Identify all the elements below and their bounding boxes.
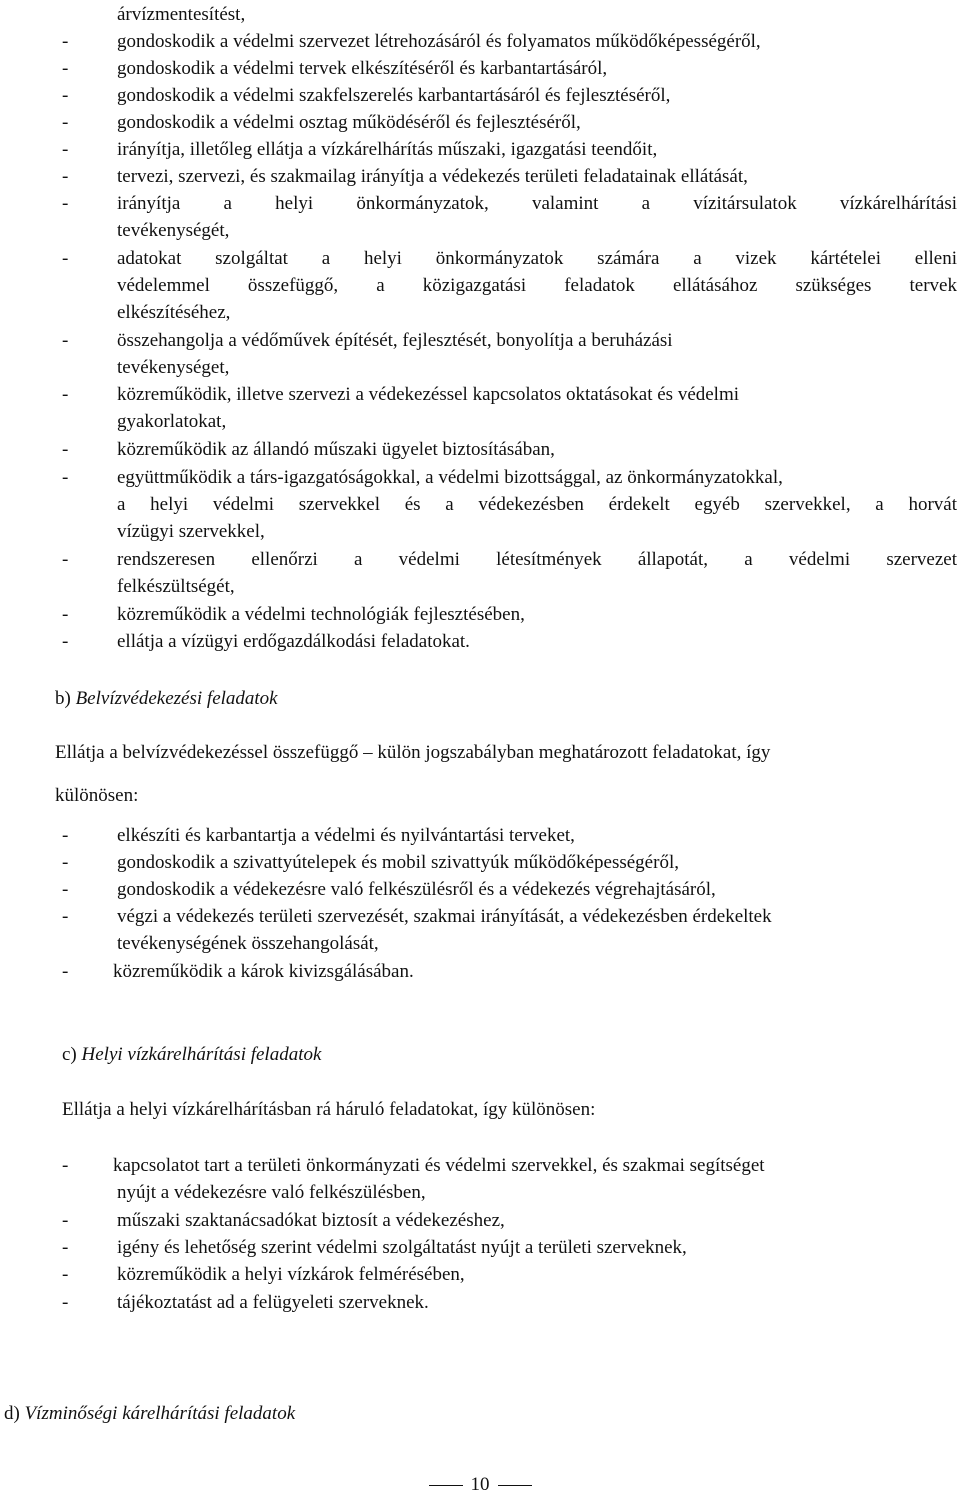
list-item: közreműködik a károk kivizsgálásában. [113,961,414,982]
section-intro: Ellátja a helyi vízkárelhárításban rá háruló feladatokat, így különösen: [62,1099,596,1120]
section-heading-c [62,1044,321,1066]
page-number-dash-right [498,1485,532,1486]
section-title: Vízminőségi kárelhárítási feladatok [24,1403,296,1424]
list-dash: - [62,85,69,106]
list-item-continuation: vízügyi szervekkel, [117,521,265,542]
section-heading-b [55,688,278,710]
list-item: közreműködik a védelmi technológiák fejlesztésében, [117,604,525,625]
list-dash: - [62,31,69,52]
list-item-continuation: tevékenységét, [117,220,230,241]
list-item: rendszeresen ellenőrzi a védelmi létesítmények állapotát, a védelmi szervezet [117,549,957,570]
list-item-continuation: a helyi védelmi szervekkel és a védekezésben érdekelt egyéb szervekkel, a horvát [117,494,957,515]
list-item: végzi a védekezés területi szervezését, szakmai irányítását, a védekezésben érdekeltek [117,906,772,927]
list-dash: - [62,1264,69,1285]
list-dash: - [62,384,69,405]
list-dash: - [62,1155,69,1176]
list-dash: - [62,467,69,488]
list-dash: - [62,852,69,873]
list-item: közreműködik a helyi vízkárok felmérésében, [117,1264,465,1285]
list-dash: - [62,549,69,570]
list-dash: - [62,58,69,79]
list-item: gondoskodik a védelmi osztag működéséről és fejlesztéséről, [117,112,581,133]
section-prefix: d) [4,1403,20,1424]
list-dash: - [62,879,69,900]
list-dash: - [62,961,69,982]
list-item-continuation: nyújt a védekezésre való felkészülésben, [117,1182,426,1203]
section-intro: Ellátja a belvízvédekezéssel összefüggő – külön jogszabályban meghatározott feladatokat, így [55,742,771,763]
list-dash: - [62,139,69,160]
list-dash: - [62,330,69,351]
list-dash: - [62,604,69,625]
list-item: adatokat szolgáltat a helyi önkormányzatok számára a vizek kártételei elleni [117,248,957,269]
list-item: ellátja a vízügyi erdőgazdálkodási feladatokat. [117,631,470,652]
page-number-footer [0,1474,960,1496]
list-item: együttműködik a társ-igazgatóságokkal, a védelmi bizottsággal, az önkormányzatokkal, [117,467,783,488]
section-prefix: b) [55,688,71,709]
list-item: tájékoztatást ad a felügyeleti szerveknek. [117,1292,429,1313]
list-dash: - [62,631,69,652]
list-continuation: árvízmentesítést, [117,4,246,25]
list-item: közreműködik az állandó műszaki ügyelet biztosításában, [117,439,555,460]
list-item: közreműködik, illetve szervezi a védekezéssel kapcsolatos oktatásokat és védelmi [117,384,740,405]
list-dash: - [62,1237,69,1258]
list-dash: - [62,1210,69,1231]
list-dash: - [62,166,69,187]
list-item: gondoskodik a szivattyútelepek és mobil szivattyúk működőképességéről, [117,852,679,873]
list-dash: - [62,248,69,269]
list-item-continuation: felkészültségét, [117,576,235,597]
list-item: gondoskodik a védelmi szervezet létrehozásáról és folyamatos működőképességéről, [117,31,761,52]
list-dash: - [62,906,69,927]
list-item: irányítja, illetőleg ellátja a vízkárelhárítás műszaki, igazgatási teendőit, [117,139,658,160]
list-dash: - [62,825,69,846]
section-title: Belvízvédekezési feladatok [75,688,278,709]
page-number: 10 [470,1474,490,1495]
list-item: gondoskodik a védelmi szakfelszerelés karbantartásáról és fejlesztéséről, [117,85,671,106]
list-item: gondoskodik a védelmi tervek elkészítéséről és karbantartásáról, [117,58,608,79]
list-item: irányítja a helyi önkormányzatok, valamint a vízitársulatok vízkárelhárítási [117,193,957,214]
list-item-continuation: gyakorlatokat, [117,411,227,432]
list-item: elkészíti és karbantartja a védelmi és nyilvántartási terveket, [117,825,575,846]
list-item-continuation: tevékenységének összehangolását, [117,933,379,954]
list-item: igény és lehetőség szerint védelmi szolgáltatást nyújt a területi szerveknek, [117,1237,687,1258]
list-item: műszaki szaktanácsadókat biztosít a védekezéshez, [117,1210,505,1231]
list-item-continuation: elkészítéséhez, [117,302,231,323]
list-item: összehangolja a védőművek építését, fejlesztését, bonyolítja a beruházási [117,330,673,351]
section-title: Helyi vízkárelhárítási feladatok [81,1044,322,1065]
section-heading-d [4,1403,295,1425]
list-item: gondoskodik a védekezésre való felkészülésről és a védekezés végrehajtásáról, [117,879,716,900]
list-item: tervezi, szervezi, és szakmailag irányítja a védekezés területi feladatainak ellátását, [117,166,748,187]
list-item-continuation: tevékenységet, [117,357,230,378]
list-dash: - [62,1292,69,1313]
section-intro-continuation: különösen: [55,785,139,806]
list-item: kapcsolatot tart a területi önkormányzati és védelmi szervekkel, és szakmai segítséget [113,1155,765,1176]
section-prefix: c) [62,1044,77,1065]
page-number-dash-left [429,1485,463,1486]
list-item-continuation: védelemmel összefüggő, a közigazgatási feladatok ellátásához szükséges tervek [117,275,957,296]
list-dash: - [62,439,69,460]
list-dash: - [62,112,69,133]
list-dash: - [62,193,69,214]
